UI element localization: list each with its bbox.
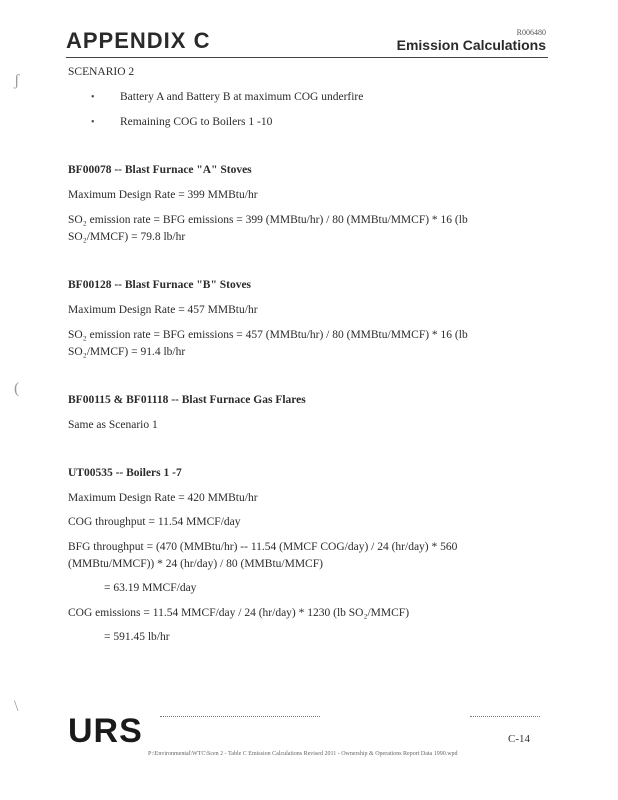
- bullet-dot: •: [91, 117, 95, 128]
- scenario-bullet: Battery A and Battery B at maximum COG underfire: [120, 91, 364, 103]
- bf-a-so2-line1: SO₂ emission rate = BFG emissions = 399 (MMBtu/hr) / 80 (MMBtu/MMCF) * 16 (lb: [68, 214, 468, 226]
- margin-mark: \: [14, 698, 19, 715]
- appendix-title: APPENDIX C: [66, 28, 211, 53]
- bf-b-heading: BF00128 -- Blast Furnace "B" Stoves: [68, 279, 252, 291]
- footer-dotted-rule: [160, 716, 320, 717]
- section-title: Emission Calculations: [396, 37, 546, 53]
- bf-a-so2-line2: SO₂/MMCF) = 79.8 lb/hr: [68, 231, 186, 243]
- boilers-bfg-result: = 63.19 MMCF/day: [104, 582, 197, 594]
- header-rule: [66, 57, 548, 58]
- bf-b-so2-line1: SO₂ emission rate = BFG emissions = 457 (MMBtu/hr) / 80 (MMBtu/MMCF) * 16 (lb: [68, 329, 468, 341]
- document-code: R006480: [516, 28, 546, 37]
- bf-b-so2-line2: SO₂/MMCF) = 91.4 lb/hr: [68, 346, 186, 358]
- urs-logo: URS: [68, 712, 143, 750]
- boilers-cog-throughput: COG throughput = 11.54 MMCF/day: [68, 516, 241, 528]
- footer-dotted-rule: [470, 716, 540, 717]
- margin-mark: (: [14, 380, 20, 397]
- flares-text: Same as Scenario 1: [68, 419, 158, 431]
- page-number: C-14: [508, 733, 530, 745]
- scenario-heading: SCENARIO 2: [68, 66, 135, 78]
- bullet-dot: •: [91, 92, 95, 103]
- boilers-cog-result: = 591.45 lb/hr: [104, 631, 170, 643]
- bf-a-rate: Maximum Design Rate = 399 MMBtu/hr: [68, 189, 258, 201]
- scenario-bullet: Remaining COG to Boilers 1 -10: [120, 116, 273, 128]
- margin-mark: ʃ: [14, 72, 20, 89]
- bf-a-heading: BF00078 -- Blast Furnace "A" Stoves: [68, 164, 252, 176]
- bf-b-rate: Maximum Design Rate = 457 MMBtu/hr: [68, 304, 258, 316]
- footer-file-path: P:\Environmental\WTC\Scen 2 - Table C Emission Calculations Revised 2011 - Ownership & Operations Report Data 1990.wpd: [148, 751, 458, 757]
- flares-heading: BF00115 & BF01118 -- Blast Furnace Gas Flares: [68, 394, 306, 406]
- boilers-rate: Maximum Design Rate = 420 MMBtu/hr: [68, 492, 258, 504]
- boilers-heading: UT00535 -- Boilers 1 -7: [68, 467, 182, 479]
- boilers-cog-emissions: COG emissions = 11.54 MMCF/day / 24 (hr/day) * 1230 (lb SO₂/MMCF): [68, 607, 410, 619]
- boilers-bfg-line2: (MMBtu/MMCF)) * 24 (hr/day) / 80 (MMBtu/MMCF): [68, 558, 323, 570]
- boilers-bfg-line1: BFG throughput = (470 (MMBtu/hr) -- 11.54 (MMCF COG/day) / 24 (hr/day) * 560: [68, 541, 458, 553]
